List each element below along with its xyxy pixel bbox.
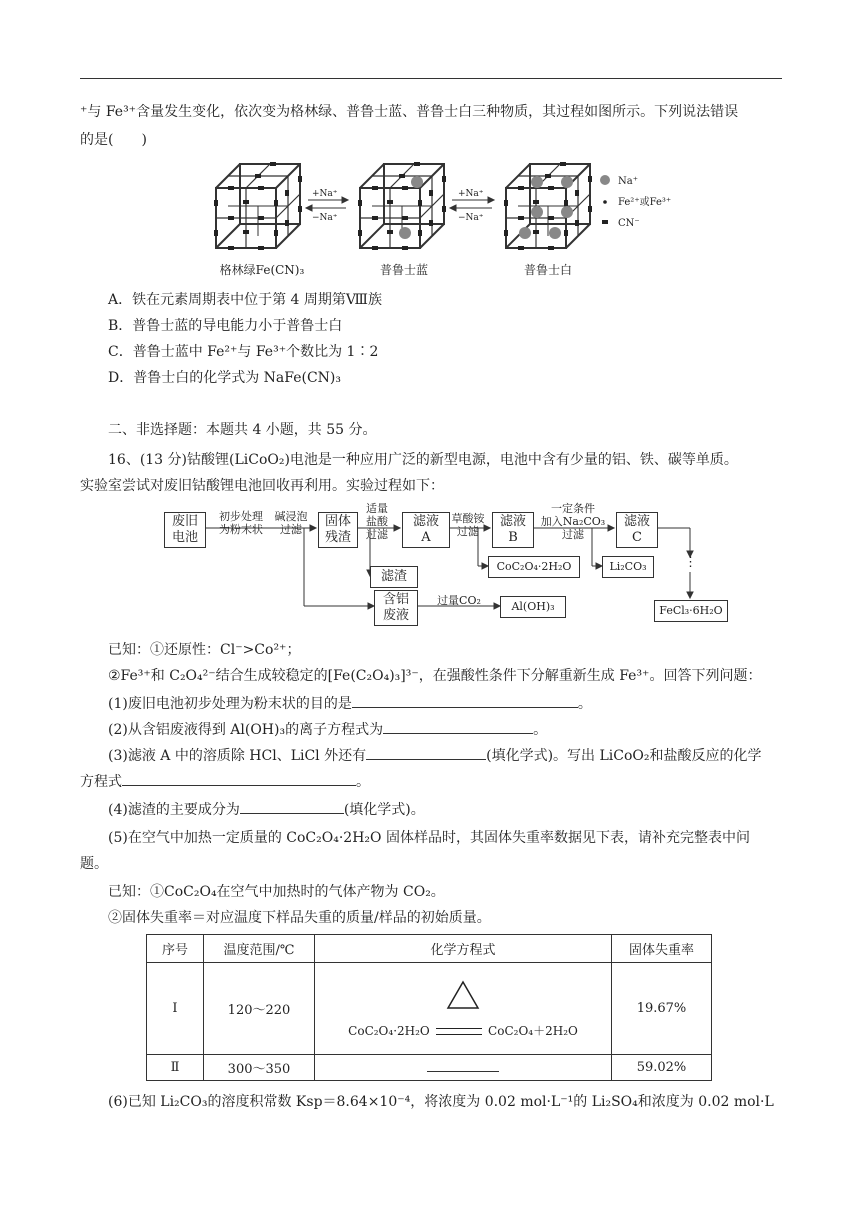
table-row	[147, 1055, 712, 1081]
step-co2: 过量CO₂	[437, 594, 481, 607]
known-2: ②Fe³⁺和 C₂O₄²⁻结合生成较稳定的[Fe(C₂O₄)₃]³⁻，在强酸性条件下分解重新生成 Fe³⁺。回答下列问题：	[108, 668, 762, 684]
table-row	[147, 963, 712, 1055]
crystal-cube	[214, 162, 302, 250]
product-fecl3: FeCl₃·6H₂O	[654, 600, 728, 622]
row1-range: 120～220	[204, 963, 315, 1055]
q15-intro-line1: ⁺与 Fe³⁺含量发生变化，依次变为格林绿、普鲁士蓝、普鲁士白三种物质，其过程如图所示。下列说法错误	[80, 104, 739, 120]
answer-blank-3a[interactable]	[366, 759, 486, 760]
box-waste-battery: 废旧 电池	[164, 512, 206, 548]
product-li2co3: Li₂CO₃	[602, 556, 654, 578]
label-green: 格林绿Fe(CN)₃	[219, 263, 305, 277]
row1-id: Ⅰ	[147, 963, 204, 1055]
answer-blank-3b[interactable]	[122, 785, 356, 786]
row2-range: 300～350	[204, 1055, 315, 1081]
q15-intro-line2: 的是( )	[80, 132, 147, 148]
th-range: 温度范围/℃	[204, 935, 315, 963]
row2-equation	[315, 1055, 612, 1081]
arrow1-bottom: −Na⁺	[312, 213, 338, 223]
subq-3: (3)滤液 A 中的溶质除 HCl、LiCl 外还有 (填化学式)。写出 LiCoO₂和盐酸反应的化学	[108, 748, 762, 764]
known-3: 已知：①CoC₂O₄在空气中加热时的气体产物为 CO₂。	[108, 884, 445, 900]
row2-loss: 59.02%	[612, 1055, 712, 1081]
ellipsis: ⋮	[684, 555, 697, 570]
subq-3-cont: 方程式 。	[80, 774, 370, 790]
legend-cn: CN⁻	[618, 218, 640, 229]
product-aloh3: Al(OH)₃	[500, 596, 566, 618]
th-equation: 化学方程式	[315, 935, 612, 963]
option-a: A．铁在元素周期表中位于第 4 周期第Ⅷ族	[108, 292, 382, 308]
option-c: C．普鲁士蓝中 Fe²⁺与 Fe³⁺个数比为 1∶2	[108, 344, 379, 360]
option-d: D．普鲁士白的化学式为 NaFe(CN)₃	[108, 370, 342, 386]
th-loss: 固体失重率	[612, 935, 712, 963]
subq-2: (2)从含铝废液得到 Al(OH)₃的离子方程式为 。	[108, 722, 548, 738]
arrow2-bottom: −Na⁺	[458, 213, 484, 223]
section-heading: 二、非选择题：本题共 4 小题，共 55 分。	[108, 422, 377, 438]
box-al-waste: 含铝 废液	[374, 590, 418, 626]
answer-blank-4[interactable]	[240, 813, 344, 814]
box-solid-residue: 固体 残渣	[318, 512, 358, 548]
product-oxalate: CoC₂O₄·2H₂O	[488, 556, 580, 578]
weight-loss-table	[146, 934, 712, 1081]
subq-5-cont: 题。	[80, 856, 108, 872]
step-hcl: 适量 盐酸 过滤	[366, 502, 388, 541]
legend-na: Na⁺	[618, 176, 638, 187]
equals-bar	[436, 1028, 482, 1035]
label-blue: 普鲁士蓝	[379, 263, 429, 277]
step-powder: 初步处理 为粉末状	[219, 510, 263, 536]
row1-loss: 19.67%	[612, 963, 712, 1055]
crystal-structure-figure	[212, 160, 672, 280]
row2-id: Ⅱ	[147, 1055, 204, 1081]
legend-fe: Fe²⁺或Fe³⁺	[618, 197, 672, 208]
row1-equation: CoC₂O₄·2H₂O CoC₂O₄＋2H₂O	[315, 963, 612, 1055]
th-id: 序号	[147, 935, 204, 963]
box-filtrate-c: 滤液 C	[616, 512, 658, 548]
header-rule	[80, 78, 782, 79]
known-4: ②固体失重率＝对应温度下样品失重的质量/样品的初始质量。	[108, 910, 491, 926]
step-na2co3: 一定条件 加入Na₂CO₃ 过滤	[540, 502, 606, 541]
box-filtrate-b: 滤液 B	[492, 512, 534, 548]
subq-6: (6)已知 Li₂CO₃的溶度积常数 Ksp＝8.64×10⁻⁴，将浓度为 0.02 mol·L⁻¹的 Li₂SO₄和浓度为 0.02 mol·L	[108, 1094, 774, 1110]
label-white: 普鲁士白	[523, 263, 573, 277]
step-oxalate: 草酸铵 过滤	[451, 512, 485, 538]
subq-5: (5)在空气中加热一定质量的 CoC₂O₄·2H₂O 固体样品时，其固体失重率数据见下表，请补充完整表中问	[108, 830, 750, 846]
answer-blank-5[interactable]	[427, 1059, 499, 1072]
known-1: 已知：①还原性：Cl⁻>Co²⁺；	[108, 642, 301, 658]
subq-1: (1)废旧电池初步处理为粉末状的目的是 。	[108, 696, 592, 712]
arrow1-top: +Na⁺	[312, 189, 338, 199]
arrow2-top: +Na⁺	[458, 189, 484, 199]
answer-blank-1[interactable]	[352, 707, 578, 708]
step-alkali: 碱浸泡 过滤	[274, 510, 308, 536]
heat-triangle-icon	[446, 980, 480, 1010]
option-b: B．普鲁士蓝的导电能力小于普鲁士白	[108, 318, 343, 334]
q16-line1: 16、(13 分)钴酸锂(LiCoO₂)电池是一种应用广泛的新型电源，电池中含有少量的铝、铁、碳等单质。	[108, 452, 738, 468]
process-flowchart	[160, 502, 730, 624]
subq-4: (4)滤渣的主要成分为 (填化学式)。	[108, 802, 425, 818]
q16-line2: 实验室尝试对废旧钴酸锂电池回收再利用。实验过程如下：	[80, 478, 444, 494]
answer-blank-2[interactable]	[383, 733, 533, 734]
box-filtrate-a: 滤液 A	[402, 512, 450, 548]
box-residue: 滤渣	[370, 566, 418, 588]
